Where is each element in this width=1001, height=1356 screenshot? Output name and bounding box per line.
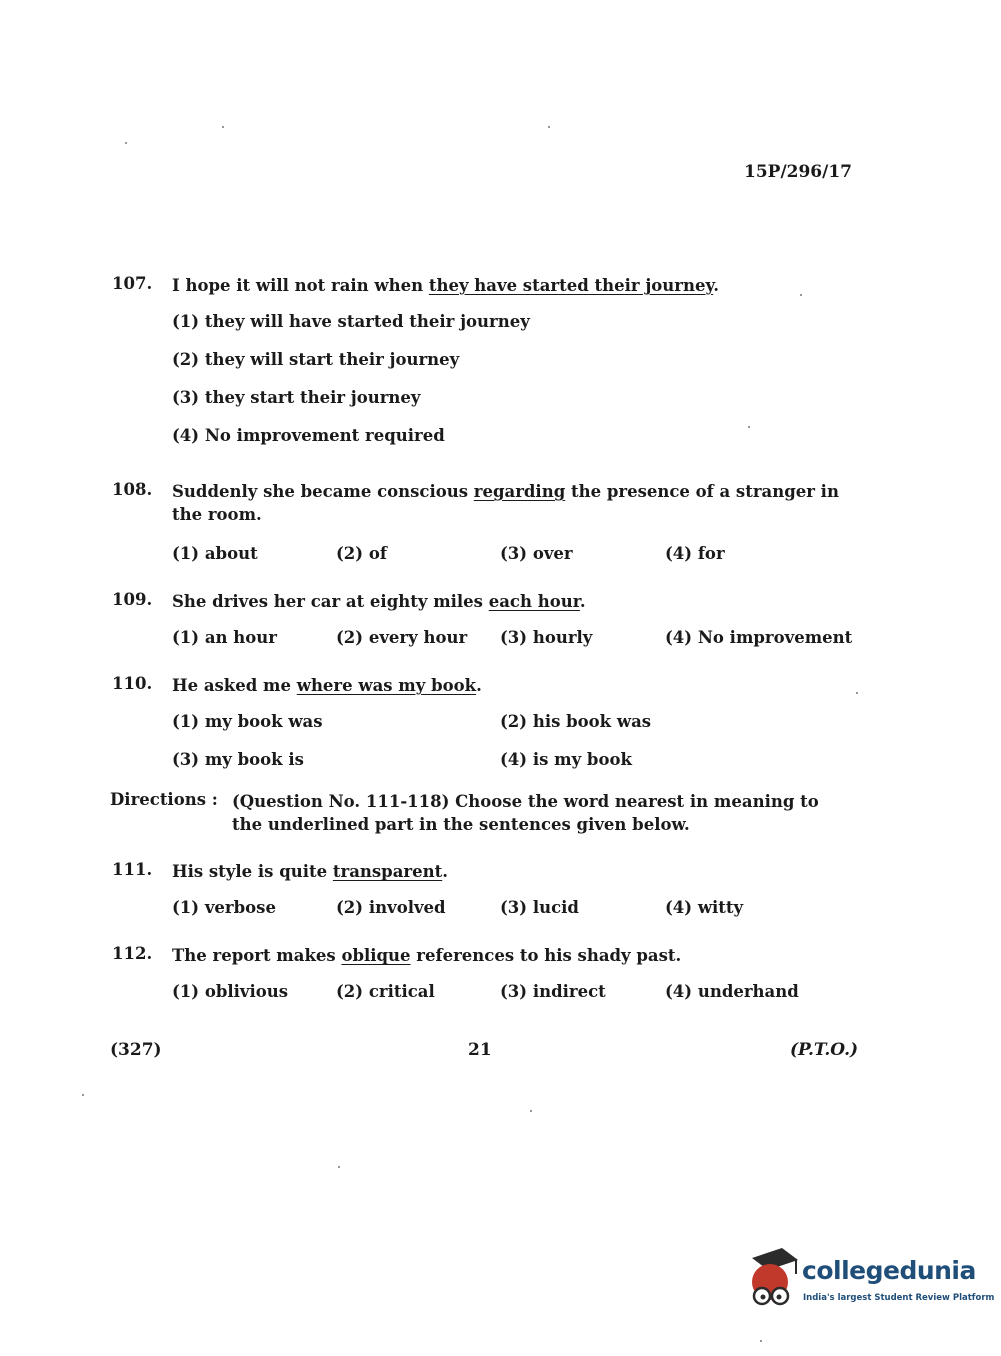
scan-speck [338,1166,340,1168]
collegedunia-logo [742,1248,995,1318]
option-2: (2) every hour [336,628,468,647]
option-3: (3) lucid [500,898,579,917]
question-text-part: . [713,276,719,295]
question-number: 111. [112,860,153,879]
question-text [172,944,852,967]
logo-tagline: India's largest Student Review Platform [803,1293,995,1303]
option-4: (4) witty [665,898,744,917]
question-text-part: His style is quite [172,862,333,881]
option-2: (2) his book was [500,712,652,731]
underlined-phrase: each hour [488,592,580,611]
question-number: 112. [112,944,153,963]
scan-speck [222,126,224,128]
scan-speck [530,1110,532,1112]
option-4: (4) underhand [665,982,799,1001]
option-3: (3) over [500,544,573,563]
option-4: (4) for [665,544,725,563]
option-4: (4) No improvement required [172,426,445,445]
option-1: (1) my book was [172,712,323,731]
question-text [172,274,852,297]
scan-speck [856,692,858,694]
question-number: 109. [112,590,153,609]
question-text-part: references to his shady past. [410,946,682,965]
paper-code: 15P/296/17 [744,162,853,182]
question-number: 107. [112,274,153,293]
question-text-part: . [579,592,586,611]
question-text-part: She drives her car at eighty miles [172,592,489,611]
option-1: (1) verbose [172,898,276,917]
underlined-phrase: regarding [473,482,566,501]
scan-speck [748,426,750,428]
question-number: 110. [112,674,153,693]
scan-speck [800,294,802,296]
question-text-part: . [442,862,448,881]
option-3: (3) my book is [172,750,304,769]
underlined-phrase: transparent [332,862,443,881]
question-text [172,860,852,883]
directions-text: (Question No. 111-118) Choose the word nearest in meaning to the underlined part in the sentences given below. [232,792,819,834]
option-3: (3) they start their journey [172,388,421,407]
option-4: (4) is my book [500,750,632,769]
option-1: (1) an hour [172,628,277,647]
footer-code: (327) [110,1040,162,1060]
mascot-icon [742,1248,800,1310]
question-text-part: the presence of a stranger in the room. [172,482,839,524]
option-1: (1) oblivious [172,982,289,1001]
question-text [172,590,852,613]
scan-speck [125,142,127,144]
question-text-part: He asked me [172,676,297,695]
option-1: (1) they will have started their journey [172,312,530,331]
question-text [172,674,852,697]
underlined-phrase: where was my book [296,676,477,695]
page-number: 21 [468,1040,492,1060]
scan-speck [760,1340,762,1342]
option-4: (4) No improvement [665,628,853,647]
question-text-part: I hope it will not rain when [172,276,429,295]
please-turn-over: (P.T.O.) [790,1040,859,1060]
option-2: (2) they will start their journey [172,350,460,369]
option-2: (2) critical [336,982,435,1001]
question-number: 108. [112,480,153,499]
option-2: (2) involved [336,898,446,917]
question-text-part: The report makes [172,946,342,965]
underlined-phrase: they have started their journey [428,276,714,295]
option-3: (3) hourly [500,628,593,647]
directions-label: Directions : [110,790,218,809]
logo-name: collegedunia [802,1256,976,1285]
question-text [172,480,852,526]
option-3: (3) indirect [500,982,606,1001]
scan-speck [82,1094,84,1096]
question-text-part: . [476,676,482,695]
option-2: (2) of [336,544,387,563]
scan-speck [548,126,550,128]
question-text-part: Suddenly she became conscious [172,482,474,501]
option-1: (1) about [172,544,258,563]
underlined-phrase: oblique [341,946,411,965]
